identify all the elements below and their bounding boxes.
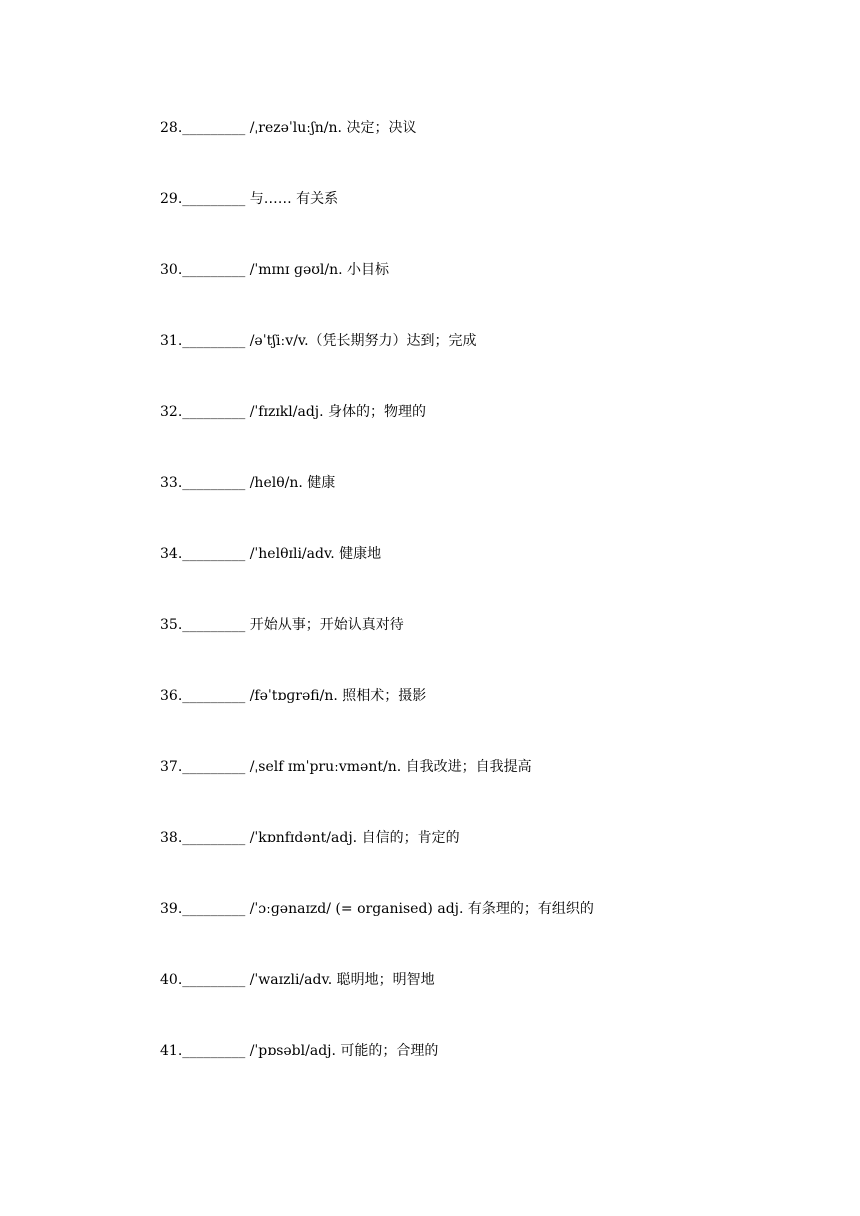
entry-pos: adv. <box>306 546 335 562</box>
answer-blank: _________ <box>182 830 246 846</box>
entry-pos: v. <box>297 333 309 349</box>
entry-number: 29. <box>160 191 183 207</box>
entry-phonetic: /helθ/ <box>249 475 290 491</box>
vocab-entry-39 <box>160 899 594 919</box>
entry-meaning: 有条理的；有组织的 <box>467 901 594 917</box>
vocab-entry-28 <box>160 118 416 138</box>
entry-meaning: 健康 <box>307 475 336 491</box>
entry-pos: adv. <box>304 972 333 988</box>
vocab-entry-37 <box>160 757 532 777</box>
entry-phonetic: /əˈtʃiːv/ <box>249 333 298 349</box>
entry-number: 31. <box>160 333 183 349</box>
entry-phonetic: /ˈɔːɡənaɪzd/ (= organised) <box>249 901 433 917</box>
entry-number: 41. <box>160 1043 183 1059</box>
entry-meaning: 聪明地；明智地 <box>336 972 435 988</box>
vocab-entry-35 <box>160 615 404 635</box>
vocab-entry-31 <box>160 331 477 351</box>
entry-pos: n. <box>328 120 342 136</box>
vocab-entry-33 <box>160 473 335 493</box>
entry-meaning: 自信的；肯定的 <box>361 830 460 846</box>
entry-number: 32. <box>160 404 183 420</box>
entry-phonetic: /ˈhelθɪli/ <box>249 546 307 562</box>
entry-meaning: 与…… 有关系 <box>249 191 339 207</box>
entry-number: 40. <box>160 972 183 988</box>
answer-blank: _________ <box>182 1043 246 1059</box>
answer-blank: _________ <box>182 759 246 775</box>
entry-number: 37. <box>160 759 183 775</box>
entry-phonetic: /ˈwaɪzli/ <box>249 972 305 988</box>
entry-number: 30. <box>160 262 183 278</box>
entry-meaning: 身体的；物理的 <box>328 404 427 420</box>
entry-number: 38. <box>160 830 183 846</box>
vocab-entry-41 <box>160 1041 438 1061</box>
entry-meaning: 照相术；摄影 <box>342 688 427 704</box>
answer-blank: _________ <box>182 475 246 491</box>
answer-blank: _________ <box>182 972 246 988</box>
entry-pos: adj. <box>297 404 324 420</box>
vocab-entry-34 <box>160 544 381 564</box>
entry-meaning: 小目标 <box>347 262 390 278</box>
answer-blank: _________ <box>182 120 246 136</box>
entry-pos: n. <box>387 759 402 775</box>
answer-blank: _________ <box>182 688 246 704</box>
vocab-entry-38 <box>160 828 460 848</box>
vocab-entry-36 <box>160 686 426 706</box>
entry-number: 28. <box>160 120 183 136</box>
entry-phonetic: /ˌself ɪmˈpruːvmənt/ <box>249 759 388 775</box>
vocab-entry-40 <box>160 970 435 990</box>
vocab-entry-32 <box>160 402 426 422</box>
entry-number: 39. <box>160 901 183 917</box>
answer-blank: _________ <box>182 404 246 420</box>
entry-phonetic: /ˈmɪnɪ ɡəʊl/ <box>249 262 330 278</box>
answer-blank: _________ <box>182 901 246 917</box>
entry-meaning: 开始从事；开始认真对待 <box>249 617 404 633</box>
entry-phonetic: /ˈkɒnfɪdənt/ <box>249 830 332 846</box>
entry-pos: adj. <box>331 830 358 846</box>
entry-meaning: 可能的；合理的 <box>340 1043 439 1059</box>
entry-phonetic: /ˈfɪzɪkl/ <box>249 404 298 420</box>
entry-pos: adj. <box>437 901 464 917</box>
entry-phonetic: /fəˈtɒɡrəfi/ <box>249 688 325 704</box>
answer-blank: _________ <box>182 191 246 207</box>
entry-number: 33. <box>160 475 183 491</box>
entry-phonetic: /ˌrezəˈluːʃn/ <box>249 120 329 136</box>
entry-number: 34. <box>160 546 183 562</box>
answer-blank: _________ <box>182 617 246 633</box>
vocab-entry-30 <box>160 260 389 280</box>
entry-phonetic: /ˈpɒsəbl/ <box>249 1043 310 1059</box>
entry-number: 36. <box>160 688 183 704</box>
entry-pos: n. <box>329 262 343 278</box>
entry-meaning: 健康地 <box>339 546 382 562</box>
answer-blank: _________ <box>182 333 246 349</box>
entry-meaning: （凭长期努力）达到；完成 <box>308 333 477 349</box>
entry-pos: n. <box>324 688 338 704</box>
entry-pos: adj. <box>309 1043 336 1059</box>
answer-blank: _________ <box>182 262 246 278</box>
entry-meaning: 决定；决议 <box>346 120 417 136</box>
entry-number: 35. <box>160 617 183 633</box>
entry-pos: n. <box>289 475 303 491</box>
vocab-entry-29 <box>160 189 338 209</box>
answer-blank: _________ <box>182 546 246 562</box>
entry-meaning: 自我改进；自我提高 <box>405 759 532 775</box>
